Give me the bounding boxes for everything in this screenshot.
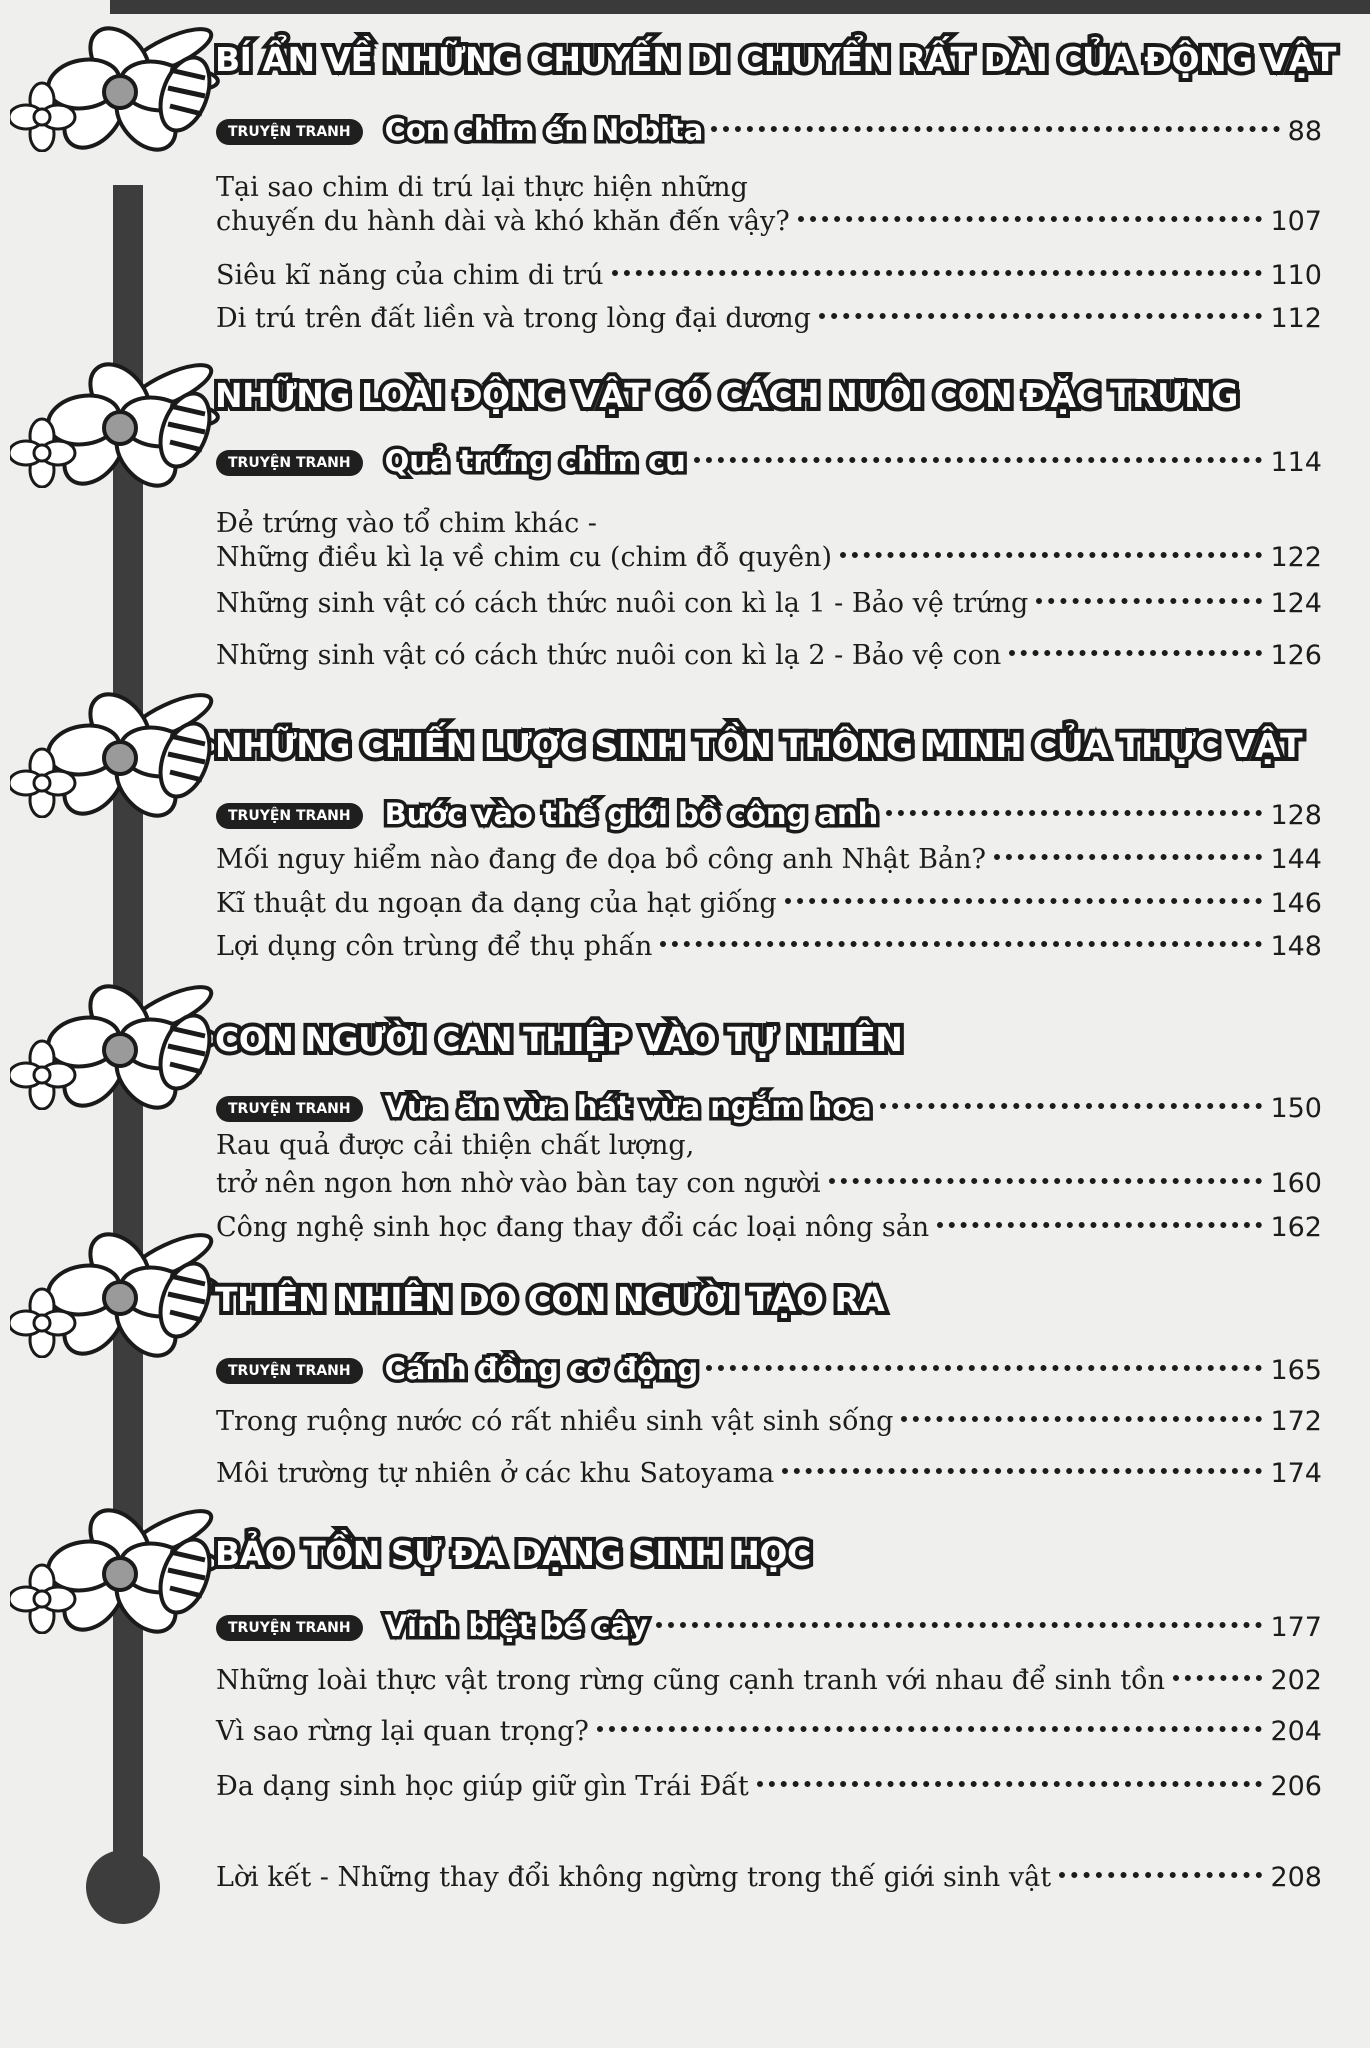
entry-title: Đa dạng sinh học giúp giữ gìn Trái Đất — [216, 1771, 749, 1802]
entry-title: Môi trường tự nhiên ở các khu Satoyama — [216, 1458, 775, 1489]
top-edge-bar — [110, 0, 1370, 14]
toc-manga-row[interactable] — [216, 1090, 1322, 1126]
dot-leader — [798, 216, 1263, 222]
section-heading: BÍ ẨN VỀ NHỮNG CHUYẾN DI CHUYỂN RẤT DÀI CỦA ĐỘNG VẬT — [215, 40, 1336, 79]
entry-title: Lời kết - Những thay đổi không ngừng trong thế giới sinh vật — [216, 1862, 1052, 1893]
dot-leader — [840, 552, 1262, 558]
toc-manga-row[interactable] — [216, 113, 1322, 149]
page-number: 177 — [1270, 1612, 1322, 1643]
page-number: 150 — [1270, 1093, 1322, 1124]
dot-leader — [1173, 1675, 1262, 1681]
toc-entry[interactable] — [216, 1406, 1322, 1437]
entry-title: Những sinh vật có cách thức nuôi con kì lạ 2 - Bảo vệ con — [216, 640, 1002, 671]
manga-badge: TRUYỆN TRANH — [216, 450, 363, 476]
dot-leader — [694, 457, 1263, 463]
page-number: 160 — [1270, 1168, 1322, 1199]
toc-entry[interactable] — [216, 931, 1322, 962]
toc-entry[interactable] — [216, 640, 1322, 671]
dot-leader — [829, 1178, 1263, 1184]
page-number: 122 — [1270, 542, 1322, 573]
page-number: 128 — [1270, 800, 1322, 831]
timeline-end-dot — [86, 1850, 160, 1924]
entry-title: Trong ruộng nước có rất nhiều sinh vật sinh sống — [216, 1406, 894, 1437]
page-number: 124 — [1270, 588, 1322, 619]
page-number: 208 — [1270, 1862, 1322, 1893]
page-number: 174 — [1270, 1458, 1322, 1489]
section-heading: NHỮNG LOÀI ĐỘNG VẬT CÓ CÁCH NUÔI CON ĐẶC TRƯNG — [215, 376, 1238, 415]
entry-title-line: Rau quả được cải thiện chất lượng, — [216, 1130, 695, 1161]
entry-title: trở nên ngon hơn nhờ vào bàn tay con người — [216, 1168, 821, 1199]
flower-bee-icon — [10, 980, 240, 1110]
entry-title: Siêu kĩ năng của chim di trú — [216, 260, 604, 291]
dot-leader — [901, 1416, 1262, 1422]
manga-title: Cánh đồng cơ động — [384, 1352, 699, 1386]
manga-badge: TRUYỆN TRANH — [216, 803, 363, 829]
dot-leader — [782, 1468, 1262, 1474]
page-number: 206 — [1270, 1771, 1322, 1802]
manga-title: Quả trứng chim cu — [384, 444, 686, 478]
dot-leader — [597, 1726, 1263, 1732]
section-heading: CON NGƯỜI CAN THIỆP VÀO TỰ NHIÊN — [215, 1020, 903, 1059]
entry-title: Kĩ thuật du ngoạn đa dạng của hạt giống — [216, 888, 777, 919]
toc-entry[interactable] — [216, 1458, 1322, 1489]
dot-leader — [994, 854, 1263, 860]
entry-title: Lợi dụng côn trùng để thụ phấn — [216, 931, 653, 962]
flower-bee-icon — [10, 22, 240, 152]
page-number: 162 — [1270, 1212, 1322, 1243]
toc-entry[interactable] — [216, 1168, 1322, 1199]
page-number: 148 — [1270, 931, 1322, 962]
dot-leader — [880, 1103, 1263, 1109]
dot-leader — [1009, 650, 1262, 656]
flower-bee-icon — [10, 1228, 240, 1358]
manga-title: Vừa ăn vừa hát vừa ngắm hoa — [384, 1090, 872, 1124]
manga-title: Con chim én Nobita — [384, 113, 704, 147]
manga-badge: TRUYỆN TRANH — [216, 1615, 363, 1641]
toc-entry[interactable] — [216, 1771, 1322, 1802]
page-number: 172 — [1270, 1406, 1322, 1437]
toc-entry[interactable] — [216, 844, 1322, 875]
flower-bee-icon — [10, 688, 240, 818]
dot-leader — [1059, 1872, 1262, 1878]
toc-entry[interactable] — [216, 260, 1322, 291]
dot-leader — [612, 270, 1263, 276]
manga-badge: TRUYỆN TRANH — [216, 1096, 363, 1122]
page-number: 88 — [1287, 116, 1322, 147]
toc-entry[interactable] — [216, 206, 1322, 237]
toc-entry[interactable] — [216, 1716, 1322, 1747]
page-number: 204 — [1270, 1716, 1322, 1747]
entry-title: Công nghệ sinh học đang thay đổi các loại nông sản — [216, 1212, 930, 1243]
dot-leader — [660, 941, 1262, 947]
page-number: 112 — [1270, 303, 1322, 334]
flower-bee-icon — [10, 1504, 240, 1634]
manga-badge: TRUYỆN TRANH — [216, 1358, 363, 1384]
dot-leader — [656, 1622, 1262, 1628]
entry-title: Những loài thực vật trong rừng cũng cạnh tranh với nhau để sinh tồn — [216, 1665, 1166, 1696]
dot-leader — [819, 313, 1262, 319]
toc-entry[interactable] — [216, 1665, 1322, 1696]
entry-title-line: Đẻ trứng vào tổ chim khác - — [216, 508, 597, 539]
dot-leader — [711, 126, 1279, 132]
page-number: 202 — [1270, 1665, 1322, 1696]
page-number: 144 — [1270, 844, 1322, 875]
dot-leader — [757, 1781, 1263, 1787]
toc-manga-row[interactable] — [216, 444, 1322, 480]
dot-leader — [785, 898, 1263, 904]
toc-entry[interactable] — [216, 588, 1322, 619]
toc-entry[interactable] — [216, 303, 1322, 334]
entry-title: Những điều kì lạ về chim cu (chim đỗ quyên) — [216, 542, 833, 573]
entry-title: Di trú trên đất liền và trong lòng đại dương — [216, 303, 811, 334]
entry-title-line: Tại sao chim di trú lại thực hiện những — [216, 172, 748, 203]
page-number: 165 — [1270, 1355, 1322, 1386]
entry-title: chuyến du hành dài và khó khăn đến vậy? — [216, 206, 790, 237]
section-heading: BẢO TỒN SỰ ĐA DẠNG SINH HỌC — [215, 1534, 811, 1573]
page-number: 107 — [1270, 206, 1322, 237]
entry-title: Mối nguy hiểm nào đang đe dọa bồ công anh Nhật Bản? — [216, 844, 986, 875]
section-heading: THIÊN NHIÊN DO CON NGƯỜI TẠO RA — [215, 1280, 885, 1319]
section-heading: NHỮNG CHIẾN LƯỢC SINH TỒN THÔNG MINH CỦA THỰC VẬT — [215, 726, 1303, 765]
manga-title: Bước vào thế giới bồ công anh — [384, 797, 879, 831]
dot-leader — [1036, 598, 1262, 604]
toc-manga-row[interactable] — [216, 797, 1322, 833]
page-number: 126 — [1270, 640, 1322, 671]
manga-title: Vĩnh biệt bé cây — [384, 1609, 648, 1643]
toc-manga-row[interactable] — [216, 1609, 1322, 1645]
page-number: 114 — [1270, 447, 1322, 478]
page-number: 146 — [1270, 888, 1322, 919]
entry-title: Vì sao rừng lại quan trọng? — [216, 1716, 589, 1747]
page-number: 110 — [1270, 260, 1322, 291]
entry-title: Những sinh vật có cách thức nuôi con kì lạ 1 - Bảo vệ trứng — [216, 588, 1029, 619]
dot-leader — [706, 1365, 1262, 1371]
flower-bee-icon — [10, 358, 240, 488]
toc-closing-entry[interactable] — [216, 1862, 1322, 1893]
toc-entry[interactable] — [216, 542, 1322, 573]
dot-leader — [937, 1222, 1262, 1228]
toc-manga-row[interactable] — [216, 1352, 1322, 1388]
dot-leader — [886, 810, 1262, 816]
toc-entry[interactable] — [216, 1212, 1322, 1243]
toc-entry[interactable] — [216, 888, 1322, 919]
manga-badge: TRUYỆN TRANH — [216, 119, 363, 145]
